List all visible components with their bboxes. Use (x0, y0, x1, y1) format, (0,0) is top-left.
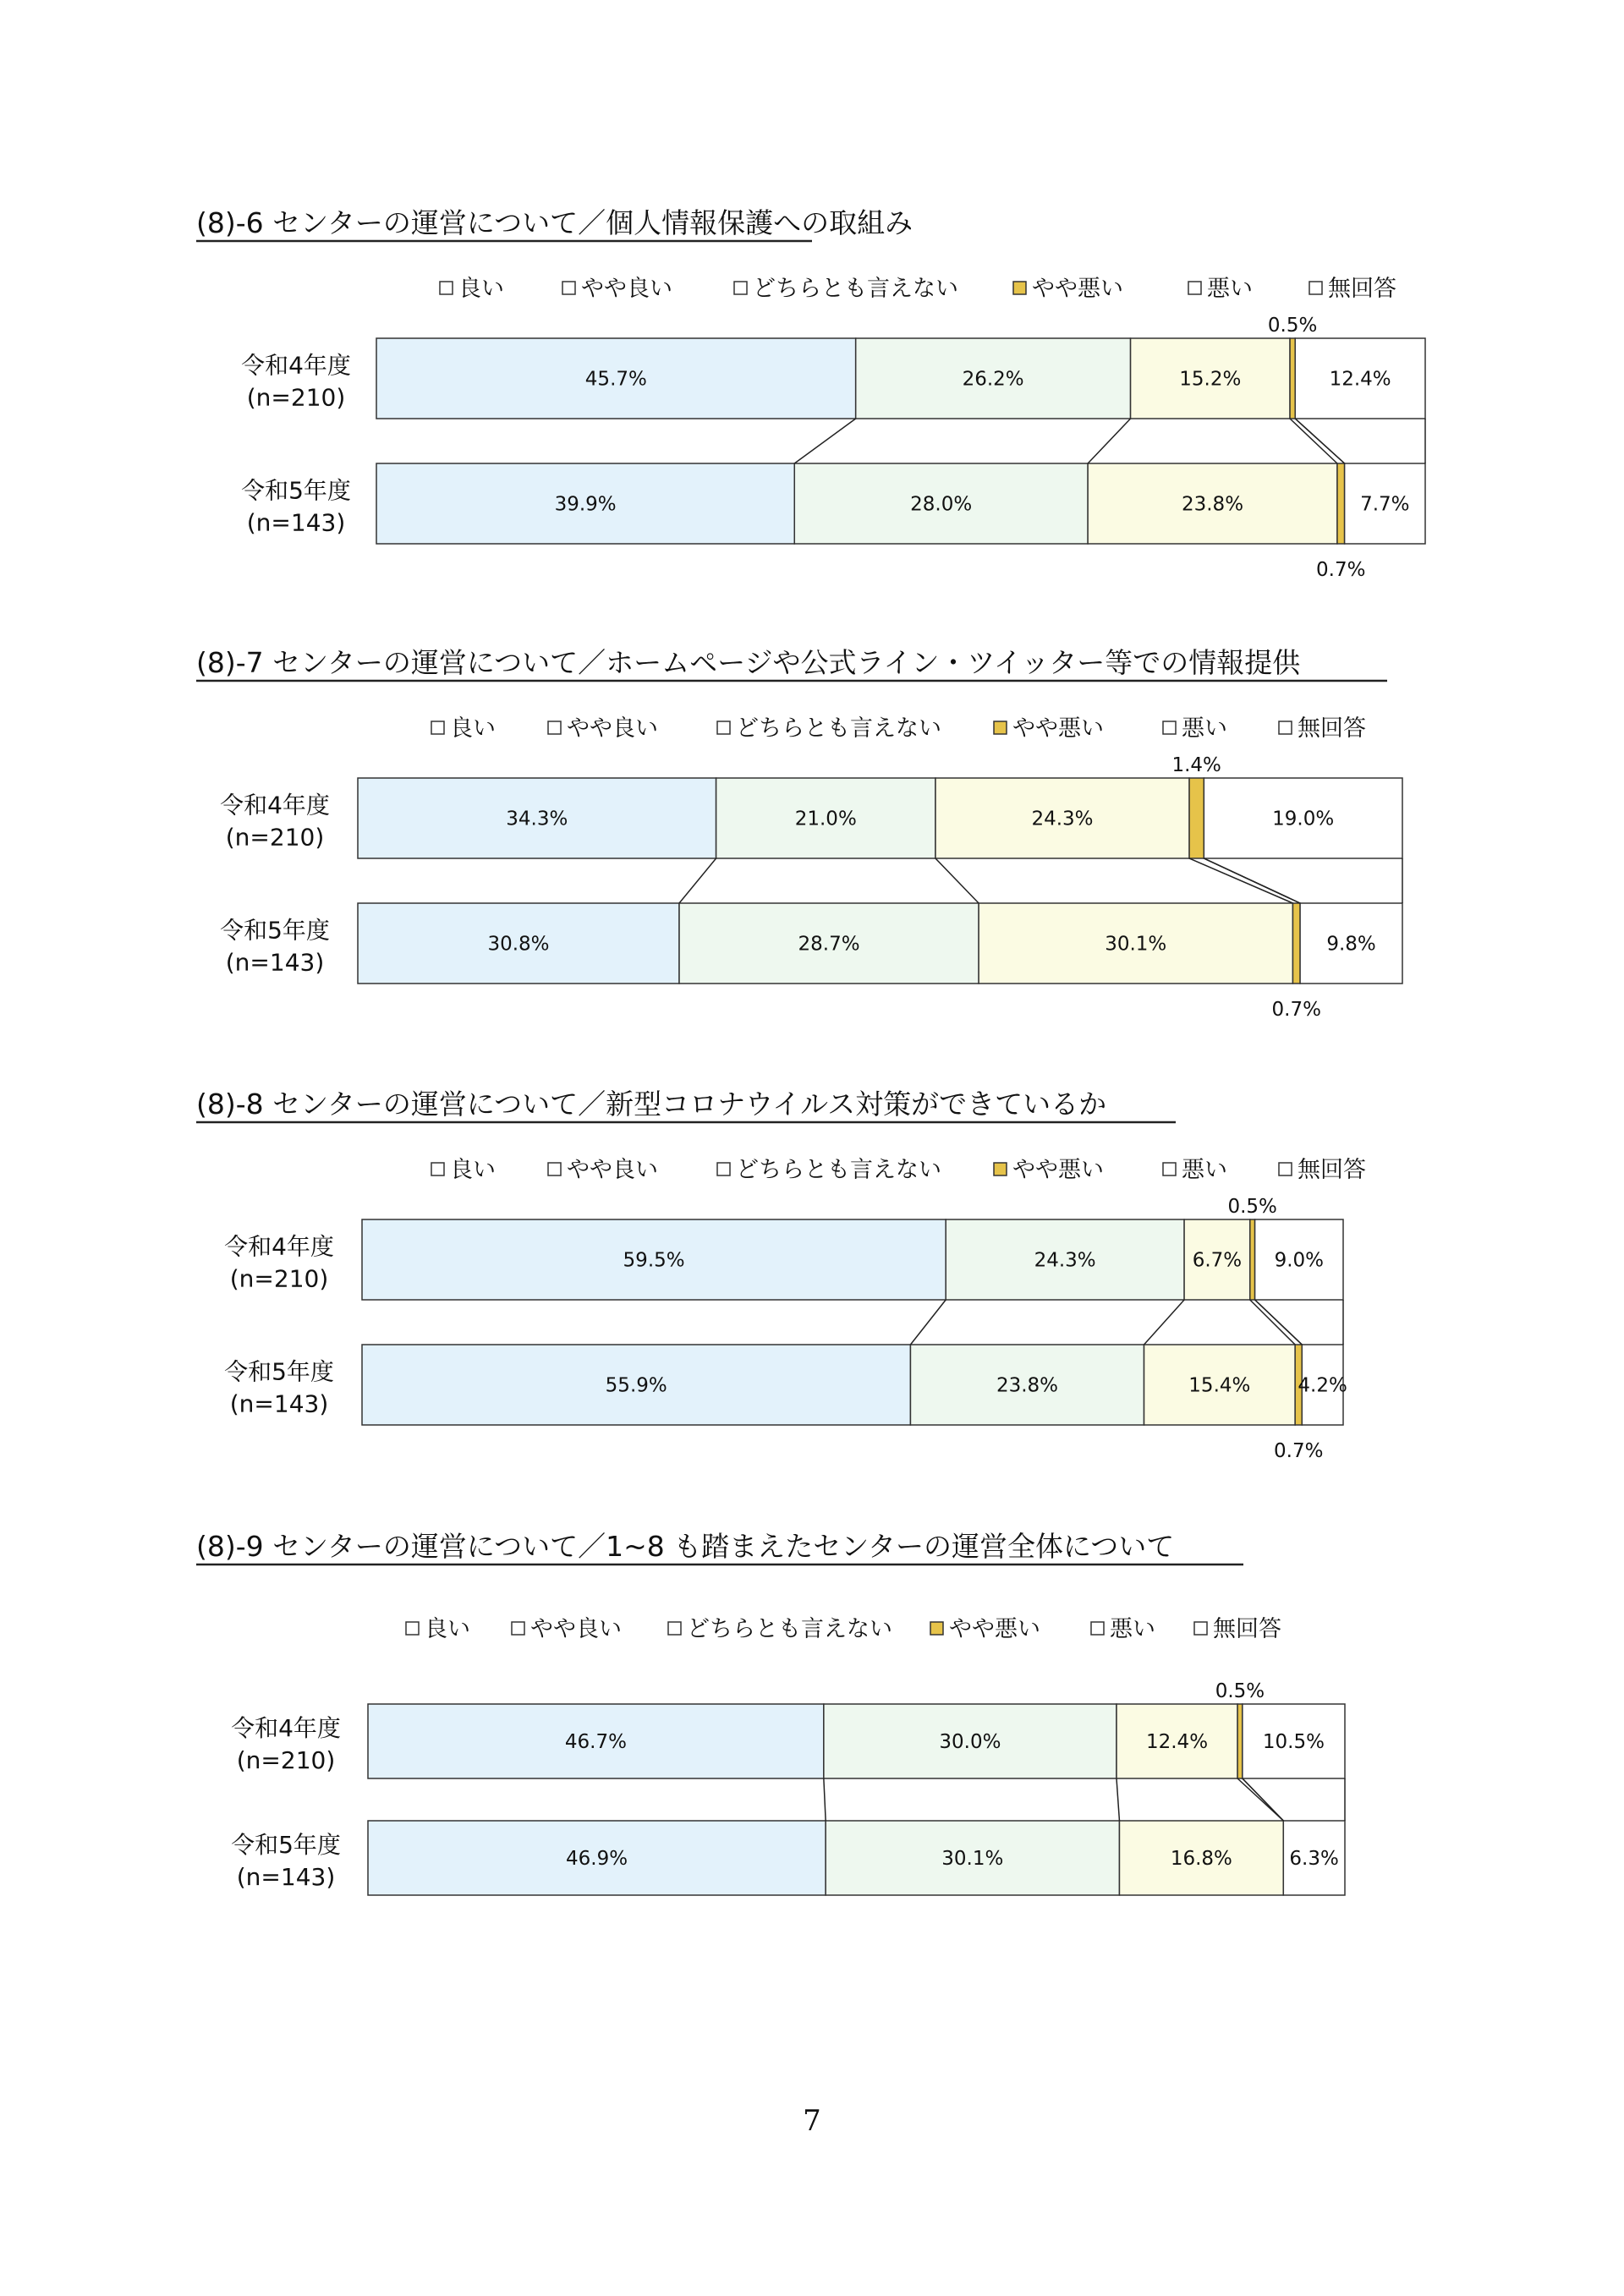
data-label: 6.7% (1192, 1249, 1243, 1272)
connector-line (1255, 1300, 1303, 1345)
row-label-n: (n=143) (236, 1863, 336, 1891)
legend-swatch-2 (717, 721, 730, 734)
data-label: 6.3% (1289, 1848, 1339, 1870)
data-label: 4.2% (1298, 1374, 1347, 1397)
data-label-small: 0.5% (1227, 1196, 1277, 1218)
chart-title: (8)-9 センターの運営について／1~8 も踏まえたセンターの運営全体について (196, 1530, 1175, 1563)
data-label-small: 0.5% (1267, 315, 1318, 337)
data-label: 30.0% (939, 1731, 1001, 1753)
connector-line (1290, 419, 1337, 463)
legend-label-2: どちらとも言えない (687, 1616, 892, 1642)
page-number: 7 (803, 2104, 821, 2138)
legend-swatch-3 (994, 1163, 1007, 1175)
legend-swatch-3 (1013, 282, 1026, 294)
connector-line (1144, 1300, 1185, 1345)
data-label: 16.8% (1170, 1848, 1232, 1870)
legend-swatch-3 (994, 721, 1007, 734)
legend-label-1: やや良い (567, 715, 658, 742)
legend-label-4: 悪い (1182, 715, 1227, 742)
data-label: 46.7% (564, 1731, 627, 1753)
legend-swatch-2 (717, 1163, 730, 1175)
row-label-year: 令和5年度 (241, 476, 351, 505)
legend-label-1: やや良い (567, 1157, 658, 1183)
chart-8-6 (0, 195, 1624, 668)
row-label-year: 令和5年度 (231, 1831, 341, 1859)
row-label-year: 令和4年度 (231, 1714, 341, 1742)
connector-line (910, 1300, 946, 1345)
legend-label-3: やや悪い (949, 1616, 1040, 1642)
legend-swatch-2 (734, 282, 747, 294)
data-label: 26.2% (962, 368, 1024, 391)
bar-segment-やや悪い (1337, 463, 1345, 544)
legend-label-4: 悪い (1182, 1157, 1227, 1183)
data-label: 19.0% (1272, 808, 1335, 830)
data-label: 7.7% (1360, 493, 1410, 516)
legend-swatch-5 (1309, 282, 1322, 294)
legend-swatch-0 (440, 282, 453, 294)
connector-line (1088, 419, 1130, 463)
legend-swatch-5 (1279, 1163, 1292, 1175)
data-label-small: 0.5% (1215, 1680, 1265, 1702)
data-label: 55.9% (605, 1374, 667, 1397)
legend-swatch-5 (1279, 721, 1292, 734)
bar-segment-やや悪い (1250, 1219, 1255, 1300)
connector-line (1116, 1778, 1119, 1821)
row-label-year: 令和5年度 (220, 916, 330, 945)
data-label-small: 1.4% (1171, 754, 1221, 776)
data-label: 34.3% (506, 808, 568, 830)
legend-label-5: 無回答 (1328, 276, 1396, 302)
data-label-small: 0.7% (1274, 1440, 1324, 1462)
row-label-n: (n=210) (229, 1264, 329, 1293)
data-label: 23.8% (1181, 493, 1244, 516)
legend-label-5: 無回答 (1298, 1157, 1366, 1183)
legend-swatch-0 (431, 721, 444, 734)
bar-segment-やや悪い (1292, 903, 1300, 984)
legend-swatch-1 (548, 721, 561, 734)
row-label-n: (n=143) (225, 948, 325, 977)
legend-swatch-1 (562, 282, 575, 294)
data-label: 15.4% (1188, 1374, 1251, 1397)
row-label-year: 令和4年度 (224, 1232, 334, 1261)
legend-swatch-5 (1194, 1622, 1207, 1635)
chart-8-7 (0, 634, 1624, 1108)
legend-label-0: 良い (450, 1157, 496, 1183)
data-label: 28.7% (798, 933, 860, 956)
data-label: 39.9% (554, 493, 617, 516)
legend-label-1: やや良い (581, 276, 672, 302)
row-label-n: (n=143) (229, 1389, 329, 1418)
row-label-n: (n=143) (246, 508, 346, 537)
legend-label-3: やや悪い (1032, 276, 1123, 302)
legend-swatch-1 (548, 1163, 561, 1175)
row-label-year: 令和4年度 (220, 791, 330, 819)
data-label: 24.3% (1034, 1249, 1096, 1272)
data-label: 15.2% (1179, 368, 1242, 391)
legend-label-3: やや悪い (1012, 715, 1104, 742)
legend-label-0: 良い (458, 276, 504, 302)
connector-line (824, 1778, 826, 1821)
legend-label-4: 悪い (1110, 1616, 1155, 1642)
bar-segment-やや悪い (1237, 1704, 1243, 1778)
legend-label-2: どちらとも言えない (753, 276, 958, 302)
chart-title: (8)-7 センターの運営について／ホームページや公式ライン・ツイッター等での情報提供 (196, 646, 1301, 679)
chart-title: (8)-8 センターの運営について／新型コロナウイルス対策ができているか (196, 1088, 1107, 1121)
connector-line (1204, 858, 1300, 903)
legend-swatch-0 (431, 1163, 444, 1175)
chart-8-9 (0, 1518, 1624, 1992)
row-label-year: 令和5年度 (224, 1357, 334, 1386)
legend-swatch-4 (1091, 1622, 1104, 1635)
bar-segment-やや悪い (1290, 338, 1295, 419)
data-label: 10.5% (1262, 1731, 1325, 1753)
chart-title: (8)-6 センターの運営について／個人情報保護への取組み (196, 206, 914, 239)
connector-line (794, 419, 855, 463)
legend-label-5: 無回答 (1298, 715, 1366, 742)
connector-line (1250, 1300, 1295, 1345)
data-label: 9.0% (1274, 1249, 1325, 1272)
legend-label-3: やや悪い (1012, 1157, 1104, 1183)
connector-line (1189, 858, 1292, 903)
legend-label-0: 良い (450, 715, 496, 742)
data-label: 30.1% (941, 1848, 1004, 1870)
connector-line (935, 858, 979, 903)
legend-swatch-4 (1163, 1163, 1176, 1175)
legend-swatch-4 (1163, 721, 1176, 734)
data-label: 24.3% (1031, 808, 1094, 830)
connector-line (1243, 1778, 1283, 1821)
legend-label-4: 悪い (1207, 276, 1253, 302)
data-label: 23.8% (996, 1374, 1059, 1397)
legend-swatch-0 (406, 1622, 419, 1635)
data-label: 30.8% (487, 933, 550, 956)
data-label: 30.1% (1105, 933, 1167, 956)
data-label: 12.4% (1329, 368, 1391, 391)
data-label-small: 0.7% (1271, 999, 1321, 1021)
data-label: 45.7% (584, 368, 647, 391)
legend-swatch-4 (1188, 282, 1201, 294)
data-label: 9.8% (1326, 933, 1376, 956)
data-label: 59.5% (623, 1249, 685, 1272)
row-label-year: 令和4年度 (241, 351, 351, 380)
legend-label-5: 無回答 (1213, 1616, 1281, 1642)
connector-line (679, 858, 716, 903)
legend-swatch-3 (930, 1622, 943, 1635)
data-label: 28.0% (910, 493, 973, 516)
data-label: 21.0% (794, 808, 857, 830)
row-label-n: (n=210) (246, 383, 346, 412)
legend-label-1: やや良い (530, 1616, 622, 1642)
connector-line (1295, 419, 1344, 463)
legend-label-2: どちらとも言えない (736, 715, 941, 742)
legend-swatch-1 (512, 1622, 524, 1635)
data-label: 12.4% (1145, 1731, 1209, 1753)
legend-label-0: 良い (425, 1616, 470, 1642)
legend-swatch-2 (668, 1622, 681, 1635)
row-label-n: (n=210) (225, 823, 325, 852)
chart-8-8 (0, 1076, 1624, 1549)
row-label-n: (n=210) (236, 1746, 336, 1774)
legend-label-2: どちらとも言えない (736, 1157, 941, 1183)
data-label-small: 0.7% (1316, 559, 1366, 581)
data-label: 46.9% (566, 1848, 628, 1870)
bar-segment-やや悪い (1189, 778, 1204, 858)
